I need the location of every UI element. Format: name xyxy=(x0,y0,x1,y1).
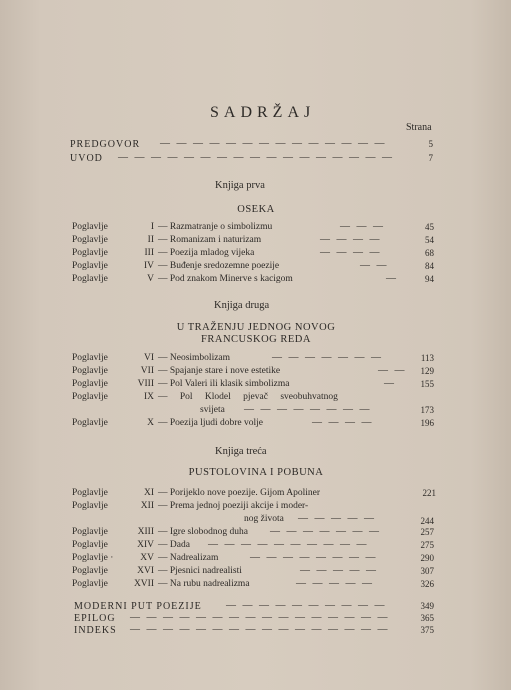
chapter-prefix: Poglavlje xyxy=(72,418,108,428)
chapter-numeral: II xyxy=(147,235,154,245)
chapter-title-continued: svijeta xyxy=(200,405,225,415)
chapter-page: 84 xyxy=(425,261,434,271)
leader-dashes: — — — — — — — — — — — — — — — — — xyxy=(118,152,394,163)
chapter-numeral: I xyxy=(150,222,154,232)
leader-dashes: — xyxy=(384,378,396,389)
back-entry-page: 375 xyxy=(420,625,434,635)
chapter-page: 307 xyxy=(420,566,434,576)
chapter-title: — Poezija ljudi dobre volje xyxy=(158,418,264,428)
chapter-page: 173 xyxy=(420,405,434,415)
chapter-numeral: XVI xyxy=(137,566,154,576)
back-entry-label: INDEKS xyxy=(74,625,117,636)
leader-dashes: — — — — — xyxy=(298,513,376,524)
chapter-numeral: IX xyxy=(143,392,154,402)
back-entry-page: 349 xyxy=(420,601,434,611)
chapter-page: 275 xyxy=(420,540,434,550)
chapter-prefix: Poglavlje xyxy=(72,566,108,576)
leader-dashes: — — — xyxy=(340,221,385,232)
leader-dashes: — — — — — — — — — — — — — — — — xyxy=(130,612,390,623)
chapter-title: — Na rubu nadrealizma xyxy=(158,579,250,589)
part-title: FRANCUSKOG REDA xyxy=(201,334,311,345)
leader-dashes: — — xyxy=(360,260,389,271)
front-entry-label: PREDGOVOR xyxy=(70,139,141,150)
chapter-page: 129 xyxy=(420,366,434,376)
back-entry-label: MODERNI PUT POEZIJE xyxy=(74,601,202,612)
chapter-prefix: Poglavlje xyxy=(72,248,108,258)
chapter-prefix: Poglavlje xyxy=(72,274,108,284)
chapter-prefix: Poglavlje · xyxy=(72,553,114,563)
chapter-page: 244 xyxy=(420,516,434,526)
chapter-page: 155 xyxy=(420,379,434,389)
book-heading: Knjiga druga xyxy=(214,300,270,311)
chapter-title-continued: nog života xyxy=(244,514,284,524)
part-title: OSEKA xyxy=(237,204,275,215)
leader-dashes: — — — — — — — — xyxy=(250,552,378,563)
chapter-page: 221 xyxy=(422,488,436,498)
front-entry-page: 7 xyxy=(428,153,433,163)
page-title: SADRŽAJ xyxy=(210,104,316,121)
chapter-title: — Pod znakom Minerve s kacigom xyxy=(158,274,293,284)
leader-dashes: — — — — xyxy=(312,417,374,428)
back-entry-label: EPILOG xyxy=(74,613,116,624)
chapter-page: 257 xyxy=(420,527,434,537)
leader-dashes: — — — — — — — — xyxy=(244,404,372,415)
chapter-numeral: XVII xyxy=(133,579,154,589)
chapter-title: — Igre slobodnog duha xyxy=(158,527,248,537)
chapter-prefix: Poglavlje xyxy=(72,392,108,402)
chapter-numeral: VII xyxy=(140,366,154,376)
book-heading: Knjiga prva xyxy=(215,180,265,191)
chapter-title: — Razmatranje o simbolizmu xyxy=(158,222,273,232)
chapter-numeral: III xyxy=(144,248,154,258)
chapter-title: — Buđenje sredozemne poezije xyxy=(158,261,280,271)
chapter-title: — Pol Klodel pjevač sveobuhvatnog xyxy=(158,392,338,402)
chapter-prefix: Poglavlje xyxy=(72,353,108,363)
back-entry-page: 365 xyxy=(420,613,434,623)
chapter-page: 113 xyxy=(420,353,434,363)
book-heading: Knjiga treća xyxy=(215,446,267,457)
chapter-page: 290 xyxy=(420,553,434,563)
chapter-prefix: Poglavlje xyxy=(72,579,108,589)
leader-dashes: — — — — — — — xyxy=(270,526,381,537)
chapter-numeral: XIII xyxy=(137,527,154,537)
chapter-page: 326 xyxy=(420,579,434,589)
leader-dashes: — — — — xyxy=(320,247,382,258)
leader-dashes: — — xyxy=(378,365,407,376)
chapter-prefix: Poglavlje xyxy=(72,501,108,511)
chapter-prefix: Poglavlje xyxy=(72,379,108,389)
chapter-title: — Pol Valeri ili klasik simbolizma xyxy=(158,379,290,389)
chapter-title: — Romanizam i naturizam xyxy=(158,235,262,245)
chapter-title: — Nadrealizam xyxy=(158,553,219,563)
chapter-numeral: XII xyxy=(140,501,154,511)
chapter-title: — Pjesnici nadrealisti xyxy=(158,566,242,576)
chapter-numeral: X xyxy=(147,418,154,428)
chapter-title: — Neosimbolizam xyxy=(158,353,231,363)
leader-dashes: — — — — — — — — — — — — — — xyxy=(160,138,387,149)
part-title: PUSTOLOVINA I POBUNA xyxy=(188,467,324,478)
chapter-title: — Prema jednoj poeziji akcije i moder- xyxy=(158,501,309,511)
leader-dashes: — xyxy=(386,273,398,284)
front-entry-label: UVOD xyxy=(70,153,103,164)
chapter-title: — Porijeklo nove poezije. Gijom Apoliner xyxy=(158,488,321,498)
leader-dashes: — — — — — — — — — — — — — — — — xyxy=(130,624,390,635)
chapter-numeral: VI xyxy=(143,353,154,363)
leader-dashes: — — — — xyxy=(320,234,382,245)
chapter-prefix: Poglavlje xyxy=(72,527,108,537)
chapter-numeral: XIV xyxy=(137,540,154,550)
chapter-numeral: V xyxy=(147,274,154,284)
chapter-page: 94 xyxy=(425,274,434,284)
chapter-page: 45 xyxy=(425,222,434,232)
leader-dashes: — — — — — — — — — — xyxy=(226,600,387,611)
chapter-page: 196 xyxy=(420,418,434,428)
leader-dashes: — — — — — xyxy=(300,565,378,576)
part-title: U TRAŽENJU JEDNOG NOVOG xyxy=(176,322,336,333)
leader-dashes: — — — — — xyxy=(296,578,374,589)
chapter-page: 54 xyxy=(425,235,434,245)
page-column-header: Strana xyxy=(406,122,432,133)
chapter-prefix: Poglavlje xyxy=(72,540,108,550)
chapter-title: — Poezija mladog vijeka xyxy=(158,248,255,258)
chapter-title: — Dada xyxy=(158,540,190,550)
leader-dashes: — — — — — — — xyxy=(272,352,383,363)
chapter-numeral: IV xyxy=(143,261,154,271)
chapter-numeral: XI xyxy=(143,488,154,498)
chapter-prefix: Poglavlje xyxy=(72,366,108,376)
chapter-prefix: Poglavlje xyxy=(72,235,108,245)
chapter-numeral: XV xyxy=(140,553,154,563)
front-entry-page: 5 xyxy=(428,139,433,149)
chapter-title: — Spajanje stare i nove estetike xyxy=(158,366,281,376)
chapter-numeral: VIII xyxy=(137,379,154,389)
chapter-prefix: Poglavlje xyxy=(72,488,108,498)
chapter-prefix: Poglavlje xyxy=(72,222,108,232)
chapter-page: 68 xyxy=(425,248,434,258)
leader-dashes: — — — — — — — — — — xyxy=(208,539,369,550)
chapter-prefix: Poglavlje xyxy=(72,261,108,271)
